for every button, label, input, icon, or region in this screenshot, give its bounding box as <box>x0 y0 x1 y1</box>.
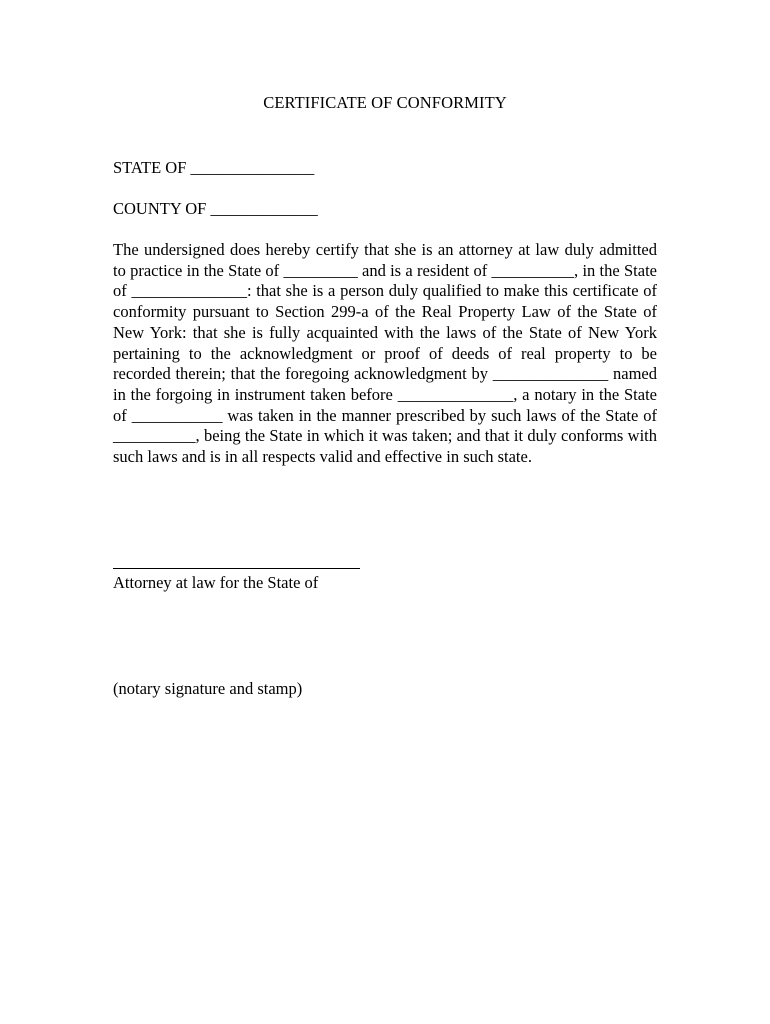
document-title: CERTIFICATE OF CONFORMITY <box>263 93 507 112</box>
notary-signature-label: (notary signature and stamp) <box>113 679 303 698</box>
certificate-body-paragraph: The undersigned does hereby certify that she is an attorney at law duly admitted to practice in the State of _________ and is a resident of __________, in the State of ______________: that she is a person duly qualified to make this certificate of conformity pursuant to Section 299-a of the Real Property Law of the State of New York: that she is fully acquainted with the laws of the State of New York pertaining to the acknowledgment or proof of deeds of real property to be recorded therein; that the foregoing acknowledgment by ______________ named in the forgoing in instrument taken before ______________, a notary in the State of ___________ was taken in the manner prescribed by such laws of the State of __________, being the State in which it was taken; and that it duly conforms with such laws and is in all respects valid and effective in such state. <box>113 240 657 467</box>
state-of-line: STATE OF _______________ <box>113 158 315 177</box>
attorney-signature-label: Attorney at law for the State of <box>113 573 319 592</box>
attorney-signature-line <box>113 568 360 569</box>
county-of-line: COUNTY OF _____________ <box>113 199 318 218</box>
